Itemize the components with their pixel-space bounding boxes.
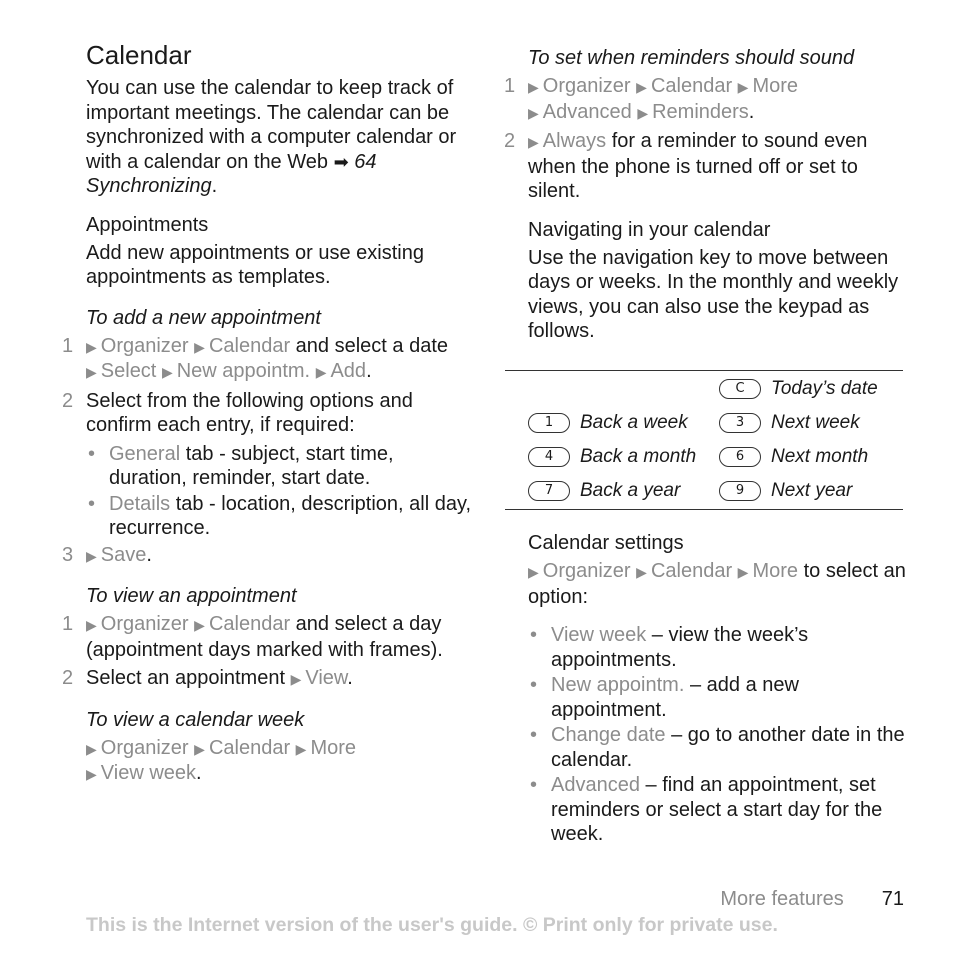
keypad-shortcut-table	[505, 370, 903, 510]
key-label: Back a year	[580, 480, 681, 501]
settings-heading: Calendar settings	[528, 532, 684, 554]
add-appointment-title: To add a new appointment	[86, 306, 321, 329]
key-6-icon: 6	[719, 447, 761, 467]
menu-arrow-icon: ▶	[637, 104, 649, 121]
view-appointment-title: To view an appointment	[86, 585, 297, 607]
intro-paragraph: You can use the calendar to keep track of important meetings. The calendar can be synchronized with a computer calendar or with a calendar on the Web ➡ 64 Synchronizing.	[86, 77, 457, 197]
view-step-2	[62, 666, 476, 692]
key-1-icon: 1	[528, 413, 570, 433]
footer-watermark-note: This is the Internet version of the user's guide. © Print only for private use.	[86, 914, 778, 936]
view-week-title: To view a calendar week	[86, 708, 305, 731]
menu-item-view: View	[305, 667, 348, 689]
menu-arrow-icon: ▶	[86, 740, 97, 757]
menu-item-advanced: Advanced	[542, 100, 632, 123]
bullet-term: Details	[109, 492, 171, 515]
bullet-dot: •	[530, 774, 538, 796]
menu-item-calendar: Calendar	[650, 75, 733, 97]
bullet-dot: •	[88, 442, 96, 465]
step-text: Select an appointment	[86, 667, 291, 689]
arrow-right-icon: ➡	[333, 151, 349, 172]
right-column	[504, 46, 908, 344]
left-column	[62, 38, 476, 787]
key-row-back-week	[528, 411, 688, 435]
view-week-path	[86, 736, 476, 787]
add-step-1	[62, 334, 476, 385]
key-3-icon: 3	[719, 413, 761, 433]
menu-item-reminders: Reminders	[652, 100, 749, 123]
bullet-dot: •	[530, 624, 538, 646]
intro-text: You can use the calendar to keep track of important meetings. The calendar can be synchronized with a computer calendar or with a calendar on the Web	[86, 77, 457, 173]
bullet-term: Advanced	[551, 774, 640, 796]
navigation-text: Use the navigation key to move between days or weeks. In the monthly and weekly views, you can also use the keypad as follows.	[528, 246, 899, 342]
menu-item-new-appointm: New appointm.	[176, 360, 311, 382]
reminder-step-2	[504, 129, 908, 204]
menu-arrow-icon: ▶	[315, 364, 327, 380]
menu-arrow-icon: ▶	[290, 671, 302, 687]
step-text: and select a date	[290, 334, 448, 357]
add-step-2	[62, 389, 476, 438]
bullet-text: tab - location, description, all day, recurrence.	[109, 492, 472, 539]
step-number: 2	[504, 130, 516, 152]
punctuation: .	[196, 762, 202, 784]
menu-item-always: Always	[542, 130, 607, 152]
menu-arrow-icon: ▶	[528, 79, 539, 95]
menu-arrow-icon: ▶	[194, 740, 205, 757]
settings-bullet-new-appointm	[528, 673, 908, 722]
menu-arrow-icon: ▶	[194, 617, 205, 633]
menu-item-calendar: Calendar	[650, 560, 733, 582]
page-number: 71	[881, 888, 904, 910]
appointments-heading: Appointments	[86, 213, 209, 236]
menu-arrow-icon: ▶	[528, 564, 539, 580]
menu-item-save: Save	[100, 543, 147, 566]
step-text: Select from the following options and confirm each entry, if required:	[86, 389, 413, 436]
key-label: Today’s date	[771, 378, 878, 399]
view-step-1	[62, 612, 476, 662]
menu-item-more: More	[752, 560, 799, 582]
bullet-text: – go to another date in the calendar.	[551, 724, 905, 771]
menu-arrow-icon: ▶	[295, 740, 307, 757]
menu-arrow-icon: ▶	[528, 104, 539, 121]
menu-arrow-icon: ▶	[636, 564, 647, 580]
bullet-text: tab - subject, start time, duration, reminder, start date.	[109, 442, 394, 489]
menu-arrow-icon: ▶	[737, 79, 749, 95]
key-label: Back a month	[580, 446, 697, 467]
menu-arrow-icon: ▶	[161, 364, 173, 380]
menu-item-organizer: Organizer	[100, 736, 189, 759]
key-4-icon: 4	[528, 447, 570, 467]
bullet-term: General	[109, 442, 181, 465]
bullet-text: – find an appointment, set reminders or select a start day for the week.	[551, 774, 883, 845]
bullet-dot: •	[88, 492, 96, 515]
settings-path	[528, 559, 908, 609]
menu-item-calendar: Calendar	[208, 736, 291, 759]
key-7-icon: 7	[528, 481, 570, 501]
menu-item-organizer: Organizer	[100, 334, 189, 357]
bullet-text: – add a new appointment.	[551, 674, 799, 721]
key-label: Next year	[771, 480, 853, 501]
step-number: 1	[62, 334, 74, 357]
menu-item-view-week: View week	[100, 762, 197, 784]
reminder-step-1	[504, 74, 908, 125]
menu-item-organizer: Organizer	[100, 613, 189, 635]
punctuation: .	[748, 100, 755, 123]
footer-section-name: More features	[720, 888, 844, 910]
add-bullet-details	[86, 492, 476, 541]
menu-item-organizer: Organizer	[542, 560, 631, 582]
key-row-next-week	[719, 411, 860, 435]
menu-arrow-icon: ▶	[86, 547, 97, 564]
menu-arrow-icon: ▶	[528, 134, 539, 150]
step-text: and select a day (appointment days marked with frames).	[86, 613, 443, 661]
add-bullet-general	[86, 442, 476, 491]
menu-item-organizer: Organizer	[542, 75, 631, 97]
bullet-term: View week	[551, 624, 647, 646]
settings-bullet-view-week	[528, 623, 908, 672]
punctuation: .	[146, 543, 152, 566]
menu-item-more: More	[752, 75, 799, 97]
key-row-today	[719, 377, 878, 401]
key-9-icon: 9	[719, 481, 761, 501]
bullet-term: Change date	[551, 724, 666, 746]
key-row-next-month	[719, 445, 868, 469]
key-label: Back a week	[580, 412, 688, 433]
menu-arrow-icon: ▶	[636, 79, 647, 95]
key-row-back-year	[528, 479, 680, 503]
punctuation: .	[347, 667, 353, 689]
settings-bullet-change-date	[528, 723, 908, 772]
key-label: Next week	[771, 412, 860, 433]
step-number: 3	[62, 543, 74, 566]
menu-item-add: Add	[330, 360, 367, 382]
menu-arrow-icon: ▶	[194, 338, 205, 355]
page-title: Calendar	[86, 40, 192, 70]
page-footer	[600, 888, 904, 911]
appointments-text: Add new appointments or use existing appointments as templates.	[86, 241, 424, 288]
menu-arrow-icon: ▶	[737, 564, 749, 580]
navigation-heading: Navigating in your calendar	[528, 218, 771, 241]
bullet-text: – view the week’s appointments.	[551, 624, 809, 671]
menu-item-calendar: Calendar	[208, 613, 291, 635]
step-text: for a reminder to sound even when the phone is turned off or set to silent.	[528, 130, 868, 202]
menu-item-more: More	[310, 736, 357, 759]
step-number: 1	[504, 75, 516, 97]
bullet-term: New appointm.	[551, 674, 685, 696]
bullet-dot: •	[530, 674, 538, 696]
reminder-title: To set when reminders should sound	[528, 47, 855, 69]
intro-reference-link[interactable]: 64 Synchronizing	[86, 150, 377, 197]
menu-item-select: Select	[100, 360, 157, 382]
bullet-dot: •	[530, 724, 538, 746]
menu-arrow-icon: ▶	[86, 617, 97, 633]
step-number: 2	[62, 389, 74, 412]
step-number: 2	[62, 667, 74, 689]
menu-arrow-icon: ▶	[86, 338, 97, 355]
key-row-next-year	[719, 479, 852, 503]
menu-arrow-icon: ▶	[86, 364, 97, 380]
step-text: to select an option:	[528, 560, 906, 608]
settings-bullet-advanced	[528, 773, 908, 847]
key-c-icon: C	[719, 379, 761, 399]
add-step-3	[62, 543, 476, 569]
key-row-back-month	[528, 445, 696, 469]
settings-section	[528, 531, 908, 847]
punctuation: .	[366, 360, 372, 382]
menu-item-calendar: Calendar	[208, 334, 291, 357]
step-number: 1	[62, 613, 74, 635]
key-label: Next month	[771, 446, 869, 467]
menu-arrow-icon: ▶	[86, 766, 97, 782]
